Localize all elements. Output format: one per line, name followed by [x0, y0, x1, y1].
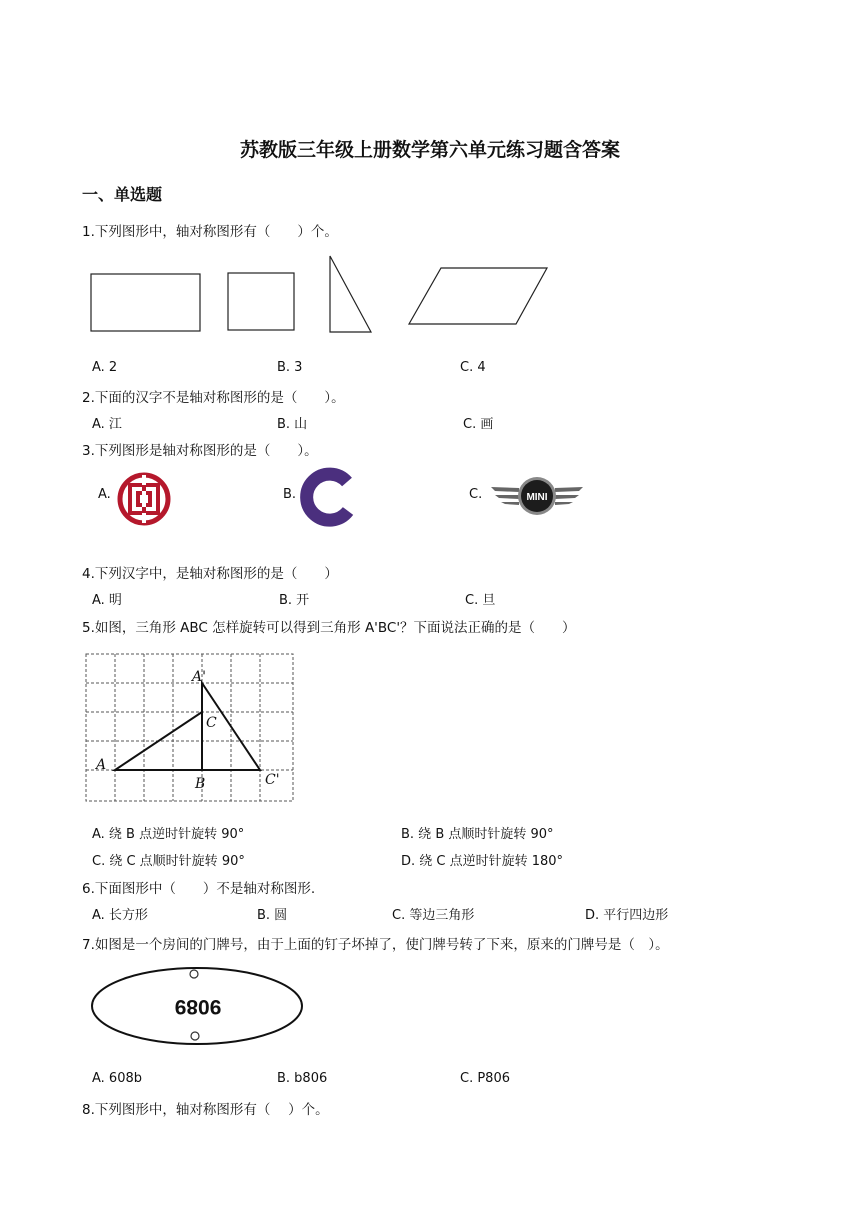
square-shape — [228, 273, 294, 330]
question-7-text: 7.如图是一个房间的门牌号，由于上面的钉子坏掉了，使门牌号转了下来，原来的门牌号是（ ）。 — [82, 937, 669, 953]
q7-option-b: B. b806 — [277, 1071, 328, 1086]
q4-option-a: A. 明 — [92, 593, 122, 608]
section-heading: 一、单选题 — [82, 185, 163, 204]
parallelogram-shape — [409, 268, 547, 324]
q4-option-b: B. 开 — [279, 593, 310, 608]
q6-option-a: A. 长方形 — [92, 908, 148, 923]
question-1-text: 1.下列图形中，轴对称图形有（ ）个。 — [82, 224, 338, 240]
question-5-text: 5.如图，三角形 ABC 怎样旋转可以得到三角形 A'BC'？下面说法正确的是（ ） — [82, 620, 576, 636]
rectangle-shape — [91, 274, 200, 331]
q5-option-a: A. 绕 B 点逆时针旋转 90° — [92, 827, 245, 842]
q6-option-d: D. 平行四边形 — [585, 908, 669, 923]
icbc-logo-icon — [116, 471, 172, 527]
label-a-prime: A' — [192, 669, 206, 685]
q1-option-c: C. 4 — [460, 360, 486, 375]
q2-option-b: B. 山 — [277, 417, 308, 432]
mini-logo-icon — [489, 475, 585, 519]
door-plate-figure — [90, 966, 310, 1046]
label-c-prime: C' — [265, 772, 280, 788]
q3-option-c: C. — [469, 487, 483, 502]
q1-option-a: A. 2 — [92, 360, 118, 375]
door-plate-number: 9089 — [174, 995, 222, 1018]
question-3-text: 3.下列图形是轴对称图形的是（ ）。 — [82, 443, 318, 459]
q6-option-b: B. 圆 — [257, 908, 288, 923]
label-c: C — [206, 715, 217, 731]
q5-option-b: B. 绕 B 点顺时针旋转 90° — [401, 827, 554, 842]
label-b: B — [195, 776, 206, 792]
question-4-text: 4.下列汉字中，是轴对称图形的是（ ） — [82, 566, 338, 582]
q2-option-c: C. 画 — [463, 417, 494, 432]
question-1-figures — [80, 252, 640, 342]
mini-logo-text: MINI — [526, 492, 548, 503]
page-title: 苏教版三年级上册数学第六单元练习题含答案 — [239, 139, 620, 161]
rotation-grid-figure — [84, 651, 299, 806]
q1-option-b: B. 3 — [277, 360, 303, 375]
q6-option-c: C. 等边三角形 — [392, 908, 475, 923]
label-a: A — [96, 757, 107, 773]
ccb-logo-icon — [301, 469, 357, 525]
question-8-text: 8.下列图形中，轴对称图形有（ ）个。 — [82, 1102, 329, 1118]
q4-option-c: C. 旦 — [465, 593, 496, 608]
question-6-text: 6.下面图形中（ ）不是轴对称图形. — [82, 881, 316, 897]
q7-option-c: C. P806 — [460, 1071, 510, 1086]
q2-option-a: A. 江 — [92, 417, 122, 432]
q5-option-c: C. 绕 C 点顺时针旋转 90° — [92, 854, 245, 869]
right-triangle-shape — [330, 256, 371, 332]
question-2-text: 2.下面的汉字不是轴对称图形的是（ ）。 — [82, 390, 345, 406]
q3-option-a: A. — [98, 487, 111, 502]
q3-option-b: B. — [283, 487, 297, 502]
q7-option-a: A. 608b — [92, 1071, 142, 1086]
q5-option-d: D. 绕 C 点逆时针旋转 180° — [401, 854, 564, 869]
